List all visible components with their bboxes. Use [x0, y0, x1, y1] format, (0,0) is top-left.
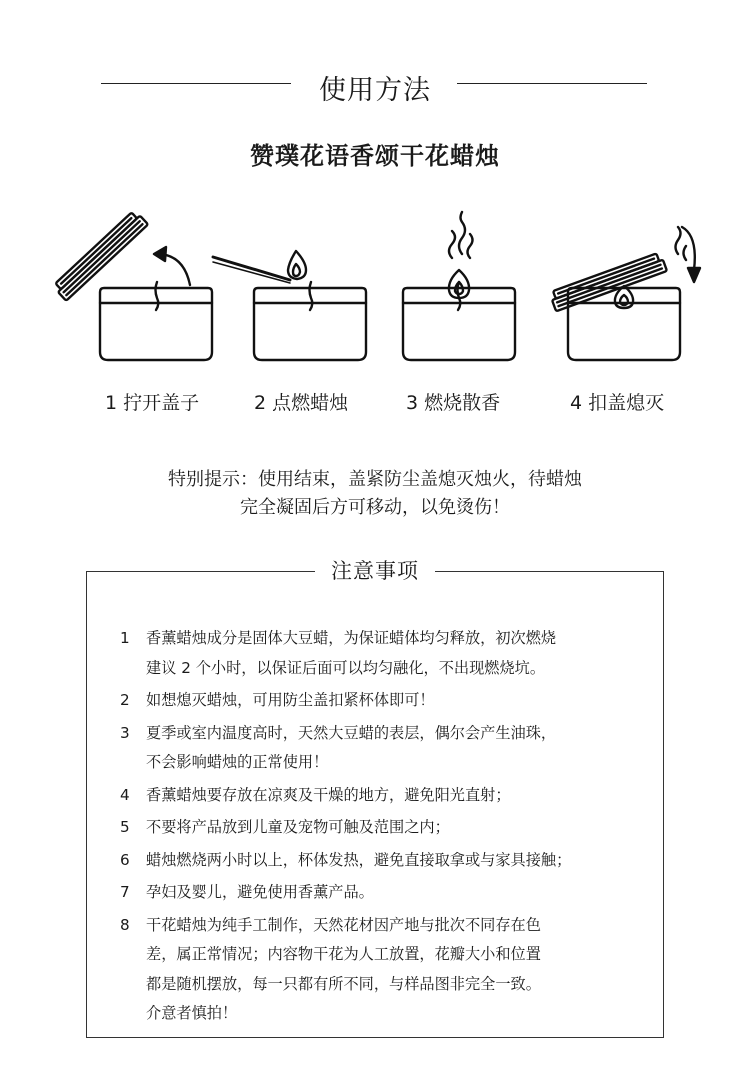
- open-lid-icon: [53, 210, 212, 360]
- item-text: 夏季或室内温度高时，天然大豆蜡的表层，偶尔会产生油珠， 不会影响蜡烛的正常使用！: [146, 723, 557, 771]
- title-rule-right: [457, 83, 647, 84]
- item-number: 1: [120, 629, 130, 647]
- list-item: [120, 719, 650, 778]
- list-item: [120, 686, 650, 716]
- step-label-3: 3 燃烧散香: [406, 392, 501, 414]
- special-tip: [0, 466, 750, 522]
- notice-list: [120, 624, 650, 1029]
- item-number: 8: [120, 915, 130, 934]
- step-label-2: 2 点燃蜡烛: [254, 392, 349, 414]
- usage-steps-illustration: [0, 200, 750, 375]
- burning-candle-icon: [403, 212, 515, 360]
- item-number: 2: [120, 691, 130, 709]
- page-title: 使用方法: [319, 75, 431, 106]
- list-item: [120, 878, 650, 908]
- item-text: 如想熄灭蜡烛，可用防尘盖扣紧杯体即可！: [146, 691, 435, 709]
- item-text: 香薰蜡烛成分是固体大豆蜡，为保证蜡体均匀释放，初次燃烧 建议 2 个小时，以保证后面可以均匀融化，不出现燃烧坑。: [146, 629, 557, 677]
- item-text: 不要将产品放到儿童及宠物可触及范围之内；: [146, 818, 450, 836]
- close-lid-icon: [549, 227, 700, 360]
- tip-line-2: 完全凝固后方可移动，以免烫伤！: [240, 497, 510, 518]
- item-number: 6: [120, 850, 130, 869]
- item-text: 香薰蜡烛要存放在凉爽及干燥的地方，避免阳光直射；: [146, 785, 511, 804]
- item-number: 3: [120, 723, 130, 742]
- light-match-icon: [213, 251, 366, 360]
- product-name: 赞璞花语香颂干花蜡烛: [250, 142, 500, 170]
- item-number: 7: [120, 883, 130, 901]
- list-item: [120, 781, 650, 811]
- list-item: [120, 911, 650, 1029]
- list-item: [120, 624, 650, 683]
- list-item: [120, 846, 650, 876]
- list-item: [120, 813, 650, 843]
- notice-title: 注意事项: [315, 556, 435, 586]
- item-number: 5: [120, 818, 130, 836]
- item-text: 蜡烛燃烧两小时以上，杯体发热，避免直接取拿或与家具接触；: [146, 850, 572, 869]
- step-label-1: 1 拧开盖子: [105, 392, 200, 414]
- step-label-4: 4 扣盖熄灭: [570, 392, 665, 414]
- item-number: 4: [120, 785, 130, 804]
- tip-line-1: 特别提示：使用结束，盖紧防尘盖熄灭烛火，待蜡烛: [168, 469, 582, 490]
- notice-title-wrap: [0, 556, 750, 586]
- item-text: 孕妇及婴儿，避免使用香薰产品。: [146, 883, 374, 901]
- item-text: 干花蜡烛为纯手工制作，天然花材因产地与批次不同存在色 差，属正常情况；内容物干花为人工放置，花瓣大小和位置 都是随机摆放，每一只都有所不同，与样品图非完全一致。 介意者慎拍！: [146, 915, 541, 1022]
